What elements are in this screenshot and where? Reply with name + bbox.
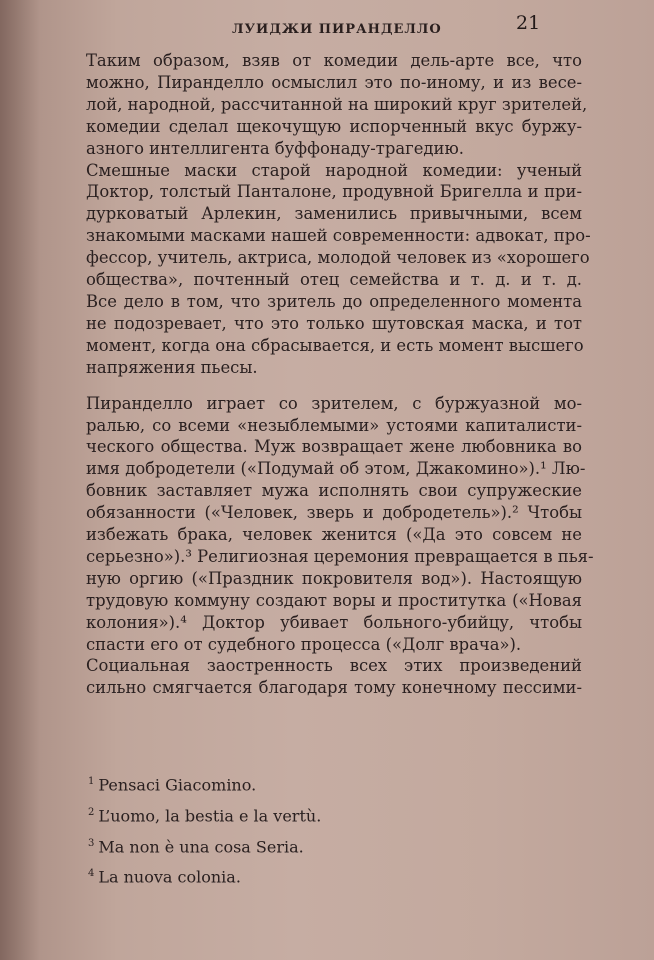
text-line: Смешные маски старой народной комедии: ученый xyxy=(86,160,582,180)
text-line: можно, Пиранделло осмыслил это по-иному, и из весе- xyxy=(86,72,582,92)
footnote-mark: 2 xyxy=(88,806,95,818)
paragraph xyxy=(86,655,582,699)
footnote xyxy=(88,799,468,830)
footnote-text: L’uomo, la bestia e la vertù. xyxy=(98,806,322,826)
text-line: не подозревает, что это только шутовская маска, и тот xyxy=(86,313,582,333)
text-line: колония»).⁴ Доктор убивает больного-убийцу, чтобы xyxy=(86,612,582,632)
footnote-text: Pensaci Giacomino. xyxy=(98,775,257,795)
text-line: знакомыми масками нашей современности: адвокат, про- xyxy=(86,226,591,246)
text-line: ческого общества. Муж возвращает жене любовника во xyxy=(86,437,582,457)
text-line: спасти его от судебного процесса («Долг врача»). xyxy=(86,634,522,654)
text-line: трудовую коммуну создают воры и проститутка («Новая xyxy=(86,590,582,610)
footnote-mark: 1 xyxy=(88,776,95,787)
footnote xyxy=(88,830,468,861)
footnote xyxy=(88,768,468,799)
text-line: избежать брака, человек женится («Да это совсем не xyxy=(86,525,582,545)
page-gutter-shadow xyxy=(0,0,40,960)
paragraph xyxy=(86,50,588,160)
text-line: обязанности («Человек, зверь и добродетель»).² Чтобы xyxy=(86,503,582,523)
text-line: дурковатый Арлекин, заменились привычными, всем xyxy=(86,204,582,224)
text-line: ную оргию («Праздник покровителя вод»). Настоящую xyxy=(86,568,582,588)
paragraph xyxy=(86,393,594,656)
footnote-text: Ma non è una cosa Seria. xyxy=(98,836,304,856)
footnote xyxy=(88,860,468,891)
text-line: момент, когда она сбрасывается, и есть момент высшего xyxy=(86,335,584,355)
footnotes xyxy=(88,768,468,891)
text-line: Таким образом, взяв от комедии дель-арте все, что xyxy=(86,51,582,70)
text-line: серьезно»).³ Религиозная церемония превращается в пья- xyxy=(86,546,594,566)
page-number: 21 xyxy=(516,12,541,34)
text-line: бовник заставляет мужа исполнять свои супружеские xyxy=(86,481,582,501)
text-line: ралью, со всеми «незыблемыми» устоями капиталисти- xyxy=(86,415,582,435)
running-head: ЛУИДЖИ ПИРАНДЕЛЛО xyxy=(232,22,442,37)
text-line: сильно смягчается благодаря тому конечному пессими- xyxy=(86,678,582,698)
text-line: лой, народной, рассчитанной на широкий круг зрителей, xyxy=(86,94,588,114)
paragraph xyxy=(86,160,591,379)
text-line: комедии сделал щекочущую испорченный вкус буржу- xyxy=(86,116,582,136)
text-line: общества», почтенный отец семейства и т. д. и т. д. xyxy=(86,270,582,290)
text-line: Социальная заостренность всех этих произведений xyxy=(86,656,582,676)
text-line: Доктор, толстый Панталоне, продувной Бригелла и при- xyxy=(86,182,582,202)
footnote-text: La nuova colonia. xyxy=(98,867,241,887)
footnote-mark: 4 xyxy=(88,868,95,880)
text-line: Пиранделло играет со зрителем, с буржуазной мо- xyxy=(86,393,582,413)
text-line: Все дело в том, что зритель до определенного момента xyxy=(86,291,582,311)
footnote-mark: 3 xyxy=(88,837,95,849)
text-line: фессор, учитель, актриса, молодой человек из «хорошего xyxy=(86,248,590,268)
text-line: напряжения пьесы. xyxy=(86,357,258,377)
body-text xyxy=(86,50,594,699)
text-line: имя добродетели («Подумай об этом, Джакомино»).¹ Лю- xyxy=(86,459,586,479)
text-line: азного интеллигента буффонаду-трагедию. xyxy=(86,138,464,158)
